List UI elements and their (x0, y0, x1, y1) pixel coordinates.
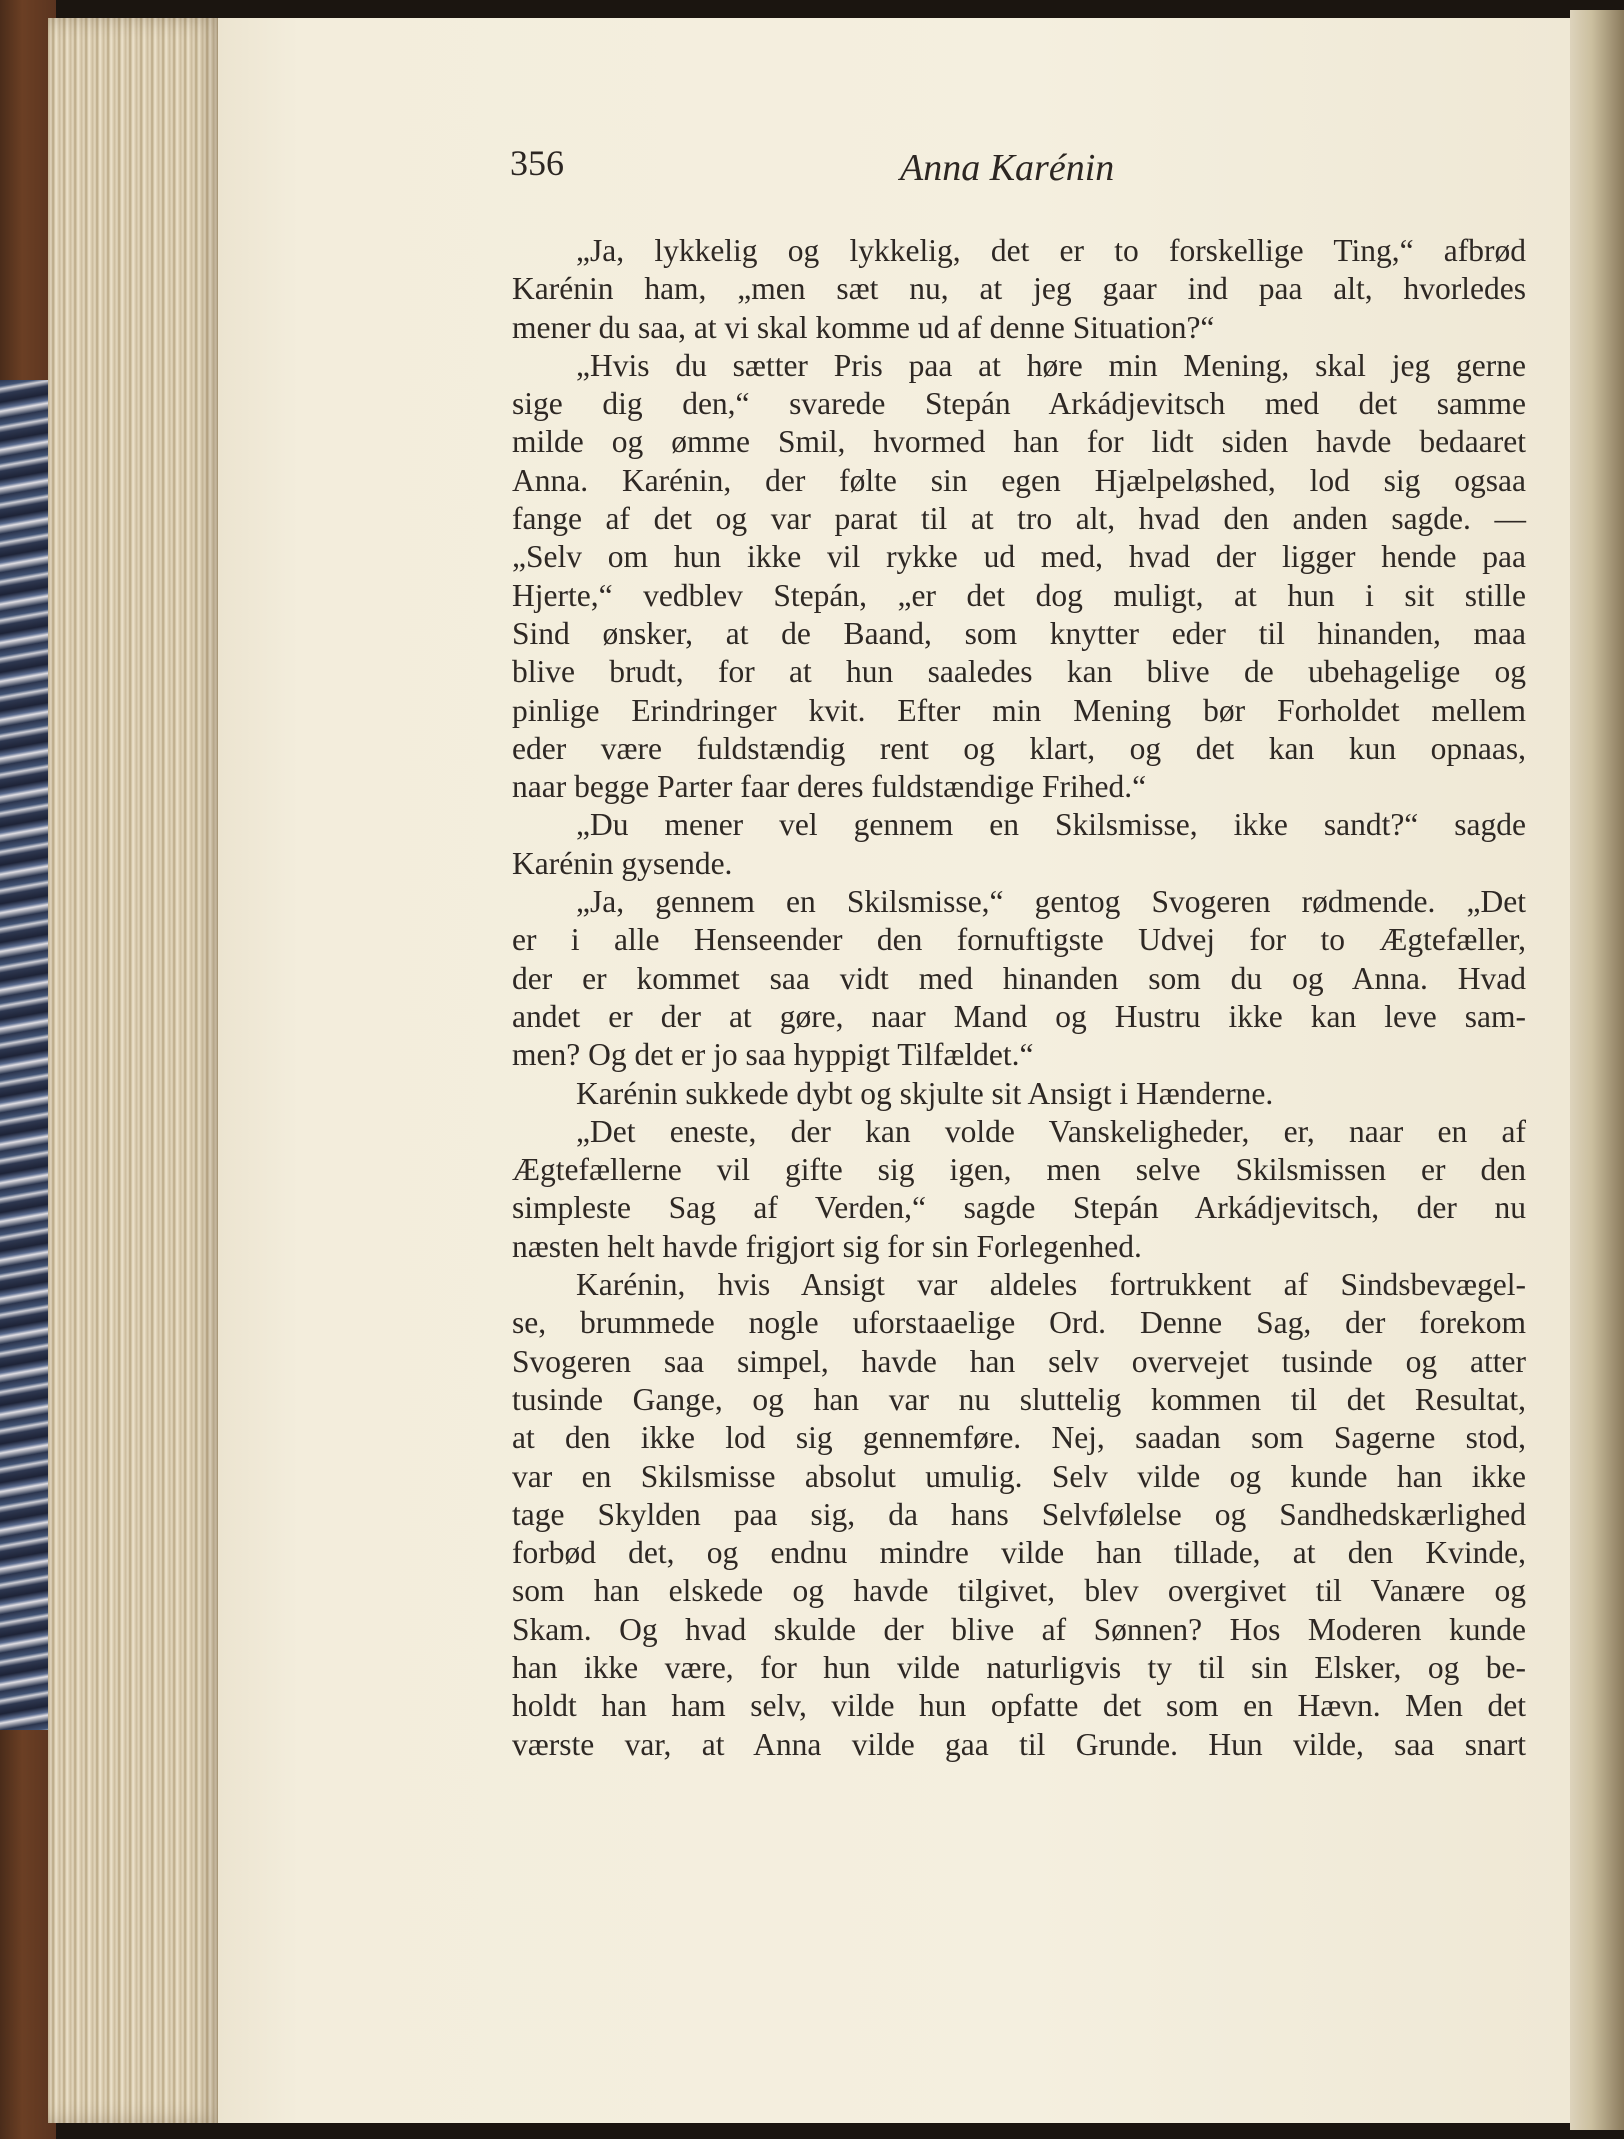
text-line: naar begge Parter faar deres fuldstændige Frihed.“ (512, 769, 1147, 805)
text-line: men? Og det er jo saa hyppigt Tilfældet.“ (512, 1037, 1034, 1073)
text-line: simpleste Sag af Verden,“ sagde Stepán Arkádjevitsch, der nu (512, 1190, 1526, 1226)
text-line: Karénin sukkede dybt og skjulte sit Ansigt i Hænderne. (576, 1075, 1274, 1111)
page-number: 356 (510, 143, 564, 183)
text-line: fange af det og var parat til at tro alt, hvad den anden sagde. — (512, 501, 1526, 537)
text-line: „Hvis du sætter Pris paa at høre min Mening, skal jeg gerne (576, 347, 1526, 383)
text-line: sige dig den,“ svarede Stepán Arkádjevitsch med det samme (512, 386, 1526, 422)
text-line: forbød det, og endnu mindre vilde han tillade, at den Kvinde, (512, 1535, 1526, 1571)
running-title: Anna Karénin (900, 147, 1115, 189)
text-line: var en Skilsmisse absolut umulig. Selv vilde og kunde han ikke (512, 1458, 1526, 1494)
text-line: pinlige Erindringer kvit. Efter min Mening bør Forholdet mellem (512, 692, 1526, 728)
text-line: han ikke være, for hun vilde naturligvis ty til sin Elsker, og be- (512, 1649, 1526, 1685)
text-line: mener du saa, at vi skal komme ud af denne Situation?“ (512, 309, 1215, 345)
text-line: næsten helt havde frigjort sig for sin Forlegenhed. (512, 1228, 1142, 1264)
text-line: andet er der at gøre, naar Mand og Hustru ikke kan leve sam- (512, 998, 1526, 1034)
text-line: blive brudt, for at hun saaledes kan blive de ubehagelige og (512, 654, 1526, 690)
text-line: „Selv om hun ikke vil rykke ud med, hvad der ligger hende paa (512, 539, 1526, 575)
text-line: „Du mener vel gennem en Skilsmisse, ikke sandt?“ sagde (576, 807, 1526, 843)
text-line: er i alle Henseender den fornuftigste Udvej for to Ægtefæller, (512, 922, 1526, 958)
marbled-endpaper (0, 380, 48, 1730)
text-line: holdt han ham selv, vilde hun opfatte det som en Hævn. Men det (512, 1688, 1526, 1724)
text-line: eder være fuldstændig rent og klart, og det kan kun opnaas, (512, 730, 1526, 766)
page-edges-stack (48, 18, 223, 2123)
text-line: Skam. Og hvad skulde der blive af Sønnen? Hos Moderen kunde (512, 1611, 1526, 1647)
text-line: Ægtefællerne vil gifte sig igen, men selve Skilsmissen er den (512, 1152, 1526, 1188)
text-line: milde og ømme Smil, hvormed han for lidt siden havde bedaaret (512, 424, 1526, 460)
text-line: Sind ønsker, at de Baand, som knytter eder til hinanden, maa (512, 615, 1526, 651)
text-line: „Ja, gennem en Skilsmisse,“ gentog Svogeren rødmende. „Det (576, 884, 1526, 920)
text-line: „Ja, lykkelig og lykkelig, det er to forskellige Ting,“ afbrød (576, 233, 1526, 268)
text-line: der er kommet saa vidt med hinanden som du og Anna. Hvad (512, 960, 1526, 996)
text-line: Svogeren saa simpel, havde han selv overvejet tusinde og atter (512, 1343, 1526, 1379)
text-line: at den ikke lod sig gennemføre. Nej, saadan som Sagerne stod, (512, 1420, 1526, 1456)
text-line: Karénin ham, „men sæt nu, at jeg gaar ind paa alt, hvorledes (512, 271, 1526, 307)
text-line: tusinde Gange, og han var nu sluttelig kommen til det Resultat, (512, 1381, 1526, 1417)
text-line: Anna. Karénin, der følte sin egen Hjælpeløshed, lod sig ogsaa (512, 462, 1526, 498)
text-line: „Det eneste, der kan volde Vanskeligheder, er, naar en af (576, 1113, 1526, 1149)
body-text (512, 232, 1526, 1764)
text-line: værste var, at Anna vilde gaa til Grunde. Hun vilde, saa snart (512, 1726, 1526, 1762)
text-line: Hjerte,“ vedblev Stepán, „er det dog muligt, at hun i sit stille (512, 577, 1526, 613)
text-line: Karénin gysende. (512, 845, 733, 881)
text-line: Karénin, hvis Ansigt var aldeles fortrukkent af Sindsbevægel- (576, 1267, 1526, 1303)
text-line: tage Skylden paa sig, da hans Selvfølelse og Sandhedskærlighed (512, 1496, 1526, 1532)
text-line: se, brummede nogle uforstaaelige Ord. Denne Sag, der forekom (512, 1305, 1526, 1341)
text-line: som han elskede og havde tilgivet, blev overgivet til Vanære og (512, 1573, 1526, 1609)
next-page-edge (1570, 10, 1624, 2130)
